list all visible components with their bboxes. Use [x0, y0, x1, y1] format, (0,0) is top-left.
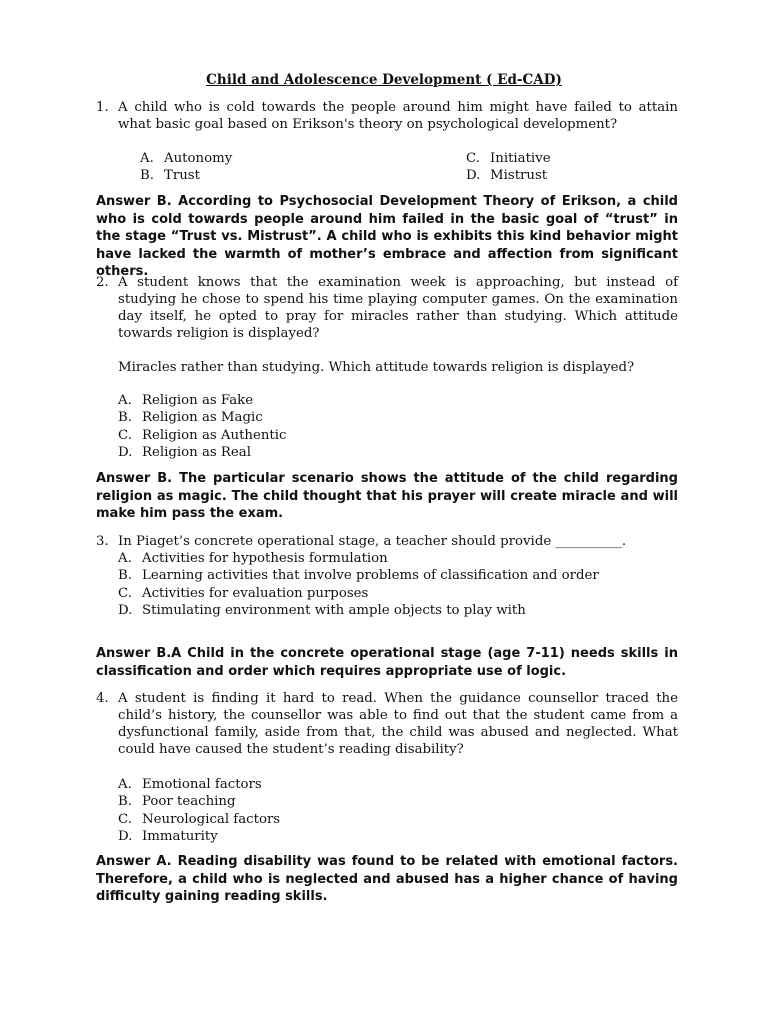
option-a [118, 550, 599, 567]
question-text: In Piaget’s concrete operational stage, a teacher should provide __________. [118, 534, 627, 549]
option-text: Emotional factors [142, 777, 262, 792]
option-letter: C. [118, 811, 132, 827]
option-text: Religion as Authentic [142, 427, 287, 443]
question-3 [96, 533, 678, 550]
answer-2: Answer B. The particular scenario shows the attitude of the child regarding religion as magic. The child thought that his prayer will create miracle and will make him pass the exam. [96, 471, 678, 521]
question-number: 2. [96, 275, 109, 290]
option-letter: D. [466, 168, 481, 183]
question-subtext: Miracles rather than studying. Which attitude towards religion is displayed? [118, 360, 635, 375]
option-b [118, 409, 286, 426]
question-4-options [118, 776, 280, 845]
option-text: Poor teaching [142, 794, 236, 810]
page-title: Child and Adolescence Development ( Ed-CAD) [206, 72, 562, 88]
option-c [466, 150, 551, 167]
option-letter: A. [118, 393, 132, 408]
option-letter: C. [466, 151, 480, 166]
option-text: Trust [164, 168, 200, 183]
option-text: Autonomy [164, 151, 233, 166]
option-letter: D. [118, 444, 133, 460]
option-letter: C. [118, 585, 132, 601]
answer-4: Answer A. Reading disability was found to be related with emotional factors. Therefore, a child who is neglected and abused has a higher chance of having difficulty gaining reading skills. [96, 854, 678, 904]
option-d [466, 167, 547, 184]
option-text: Stimulating environment with ample objects to play with [142, 602, 526, 618]
option-letter: B. [118, 410, 132, 426]
question-4 [96, 690, 678, 758]
option-letter: D. [118, 828, 133, 844]
option-a [118, 392, 286, 409]
option-text: Neurological factors [142, 811, 281, 827]
option-text: Religion as Magic [142, 410, 263, 426]
question-text: A student is finding it hard to read. When the guidance counsellor traced the child’s history, the counsellor was able to find out that the student came from a dysfunctional family, aside from that, the child was abused and neglected. What could have caused the student’s reading disability? [118, 691, 678, 757]
question-text: A child who is cold towards the people around him might have failed to attain what basic goal based on Erikson's theory on psychological development? [118, 100, 678, 132]
option-letter: A. [118, 777, 132, 792]
option-text: Religion as Fake [142, 393, 254, 408]
option-text: Learning activities that involve problems of classification and order [142, 568, 599, 584]
option-b [118, 567, 599, 584]
option-text: Mistrust [490, 168, 548, 183]
question-3-options [118, 550, 599, 619]
answer-3: Answer B.A Child in the concrete operational stage (age 7-11) needs skills in classification and order which requires appropriate use of logic. [96, 646, 678, 679]
answer-1: Answer B. According to Psychosocial Development Theory of Erikson, a child who is cold towards people around him failed in the basic goal of “trust” in the stage “Trust vs. Mistrust”. A child who is exhibits this kind behavior might have lacked the warmth of mother’s embrace and affection from significant others. [96, 194, 678, 279]
option-text: Immaturity [142, 828, 218, 844]
option-letter: B. [118, 568, 132, 584]
question-2 [96, 274, 678, 342]
option-text: Initiative [490, 151, 551, 166]
option-letter: C. [118, 427, 132, 443]
option-d [118, 602, 599, 619]
option-letter: B. [118, 794, 132, 810]
option-d [118, 444, 286, 461]
option-b [140, 167, 200, 184]
option-a [118, 776, 280, 793]
option-letter: A. [140, 151, 154, 166]
question-2-subtext [96, 359, 678, 376]
option-text: Religion as Real [142, 444, 251, 460]
question-number: 4. [96, 691, 109, 706]
option-c [118, 585, 599, 602]
question-text: A student knows that the examination week is approaching, but instead of studying he chose to spend his time playing computer games. On the examination day itself, he opted to pray for miracles rather than studying. Which attitude towards religion is displayed? [118, 275, 678, 341]
question-number: 3. [96, 534, 109, 549]
question-number: 1. [96, 100, 109, 115]
option-letter: B. [140, 168, 154, 183]
option-d [118, 828, 280, 845]
option-letter: A. [118, 551, 132, 566]
option-text: Activities for hypothesis formulation [142, 551, 388, 566]
question-2-options [118, 392, 286, 461]
option-c [118, 811, 280, 828]
option-c [118, 427, 286, 444]
option-a [140, 150, 232, 167]
option-b [118, 793, 280, 810]
question-1 [96, 99, 678, 133]
option-text: Activities for evaluation purposes [142, 585, 369, 601]
option-letter: D. [118, 602, 133, 618]
